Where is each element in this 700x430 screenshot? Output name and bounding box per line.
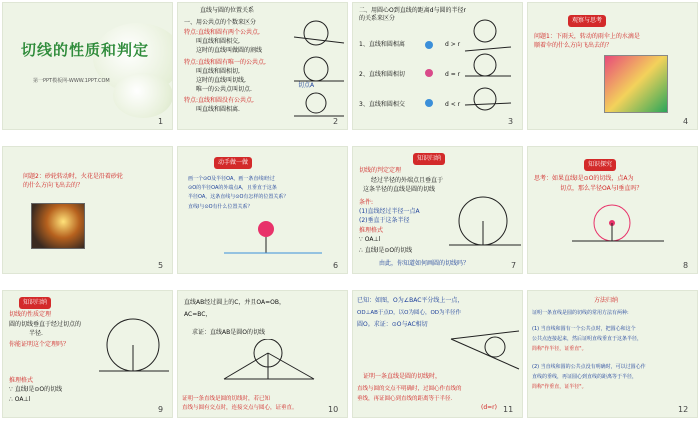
text-line: 简称"作垂直，证半径"。	[532, 384, 587, 390]
slide-title: 切线的性质和判定	[21, 41, 150, 59]
text-line: 直线的垂线，再证圆心到直线的距离等于半径，	[532, 374, 638, 380]
text-line: 推理格式	[359, 227, 384, 234]
tangent-property-diagram	[97, 317, 171, 381]
text-line: 公共点连接起来，然后证明直线垂直于这条半径，	[532, 336, 643, 342]
slide-thumbnail-3[interactable]	[352, 2, 523, 130]
text-line: 特点:直线和圆有唯一的公共点,	[184, 59, 266, 66]
slide-thumbnail-12[interactable]	[527, 290, 698, 418]
text-line: 这条半径的直线是圆的切线	[363, 186, 436, 193]
section-badge: 知识归纳	[19, 297, 51, 309]
text-line: ∴ 直线l是⊙O的切线	[359, 247, 413, 254]
slide-thumbnail-4[interactable]	[527, 2, 698, 130]
slide-number: 10	[328, 405, 339, 414]
section-badge: 观察与思考	[568, 15, 606, 27]
question-text: 问题2：砂轮转动时，火花是沿着砂轮	[23, 173, 123, 180]
text-line: (2) 当直线和圆的公共点没有明确时，可以过圆心作	[532, 364, 646, 370]
text-line: 直线AB经过圆上的C，并且OA=OB，	[184, 299, 285, 306]
text-line: 简称"作半径，证垂直"。	[532, 346, 587, 352]
slide-thumbnail-1[interactable]	[2, 2, 173, 130]
theorem-heading: 切线的判定定理	[359, 167, 402, 174]
text-line: 已知：如图，O为∠BAC平分线上一点，	[357, 297, 464, 304]
text-line: OD⊥AB于点D，以O为圆心，OD为半径作	[357, 310, 462, 316]
text-line: 半径.	[29, 330, 43, 337]
circle-diagram	[290, 17, 346, 117]
section-badge: 知识探究	[584, 159, 616, 171]
text-line: 2、直线和圆相切	[359, 71, 405, 78]
tangent-construction-diagram	[218, 209, 328, 267]
slide-heading: 方法归纳	[594, 297, 619, 304]
slide-heading: 二、用圆心O到直线的距离d与圆的半径r的关系来区分	[359, 7, 466, 22]
text-line: 圆的切线垂直于经过切点的	[9, 321, 82, 328]
text-line: d < r	[445, 101, 461, 108]
text-line: d = r	[445, 71, 461, 78]
text-line: 叫直线和圆相交,	[196, 38, 240, 45]
text-line: 圆O。求证：⊙O与AC相切	[357, 321, 428, 328]
text-line: 证明一条直线是圆的切线的常用方法有两种:	[532, 310, 629, 316]
text-line: 这时的直线叫切线,	[196, 77, 246, 84]
text-line: d > r	[445, 41, 461, 48]
label-tangent-point: 切点A	[298, 82, 315, 89]
slide-number: 9	[158, 405, 164, 414]
text-line: 特点:直线和圆有两个公共点,	[184, 29, 260, 36]
slide-number: 6	[333, 261, 339, 270]
text-line: 特点:直线和圆没有公共点,	[184, 97, 254, 104]
text-line: 经过半径的外端点且垂直于	[371, 177, 444, 184]
text-line: ⊙O的半径OA的外端点A，且垂直于这条	[188, 185, 277, 191]
slide-heading: 直线与圆的位置关系	[200, 7, 255, 14]
angle-bisector-diagram	[449, 329, 521, 371]
question-text: 顺着伞的什么方向飞出去的？	[534, 42, 613, 49]
tangent-question-diagram	[568, 199, 668, 265]
slide-thumbnail-9[interactable]	[2, 290, 173, 418]
text-line: 直线l与⊙O有什么位置关系？	[188, 204, 253, 210]
slide-number: 4	[683, 117, 689, 126]
umbrella-photo	[604, 55, 668, 113]
slide-number: 8	[683, 261, 689, 270]
slide-footer-text: 第一PPT模板网-WWW.1PPT.COM	[33, 78, 110, 84]
text-line: 3、直线和圆相交	[359, 101, 405, 108]
slide-number: 1	[158, 117, 164, 126]
text-line: 思考：如果直线l是⊙O的切线，点A为	[534, 175, 634, 182]
text-line: 证明一条直线是圆的切线时，若已知	[182, 396, 271, 402]
text-line: ∴ OA⊥l	[9, 396, 31, 403]
slide-thumbnail-7[interactable]	[352, 146, 523, 274]
slide-thumbnail-11[interactable]	[352, 290, 523, 418]
theorem-heading: 切线的性质定理	[9, 311, 52, 318]
slide-thumbnail-8[interactable]	[527, 146, 698, 274]
slide-number: 5	[158, 261, 164, 270]
text-line: 直线与圆有交点时，连接交点与圆心，证垂直。	[182, 405, 298, 411]
text-line: ∵ OA⊥l	[359, 236, 381, 243]
text-line: 唯一的公共点叫切点.	[196, 86, 252, 93]
text-line: (1)直线经过半径一点A	[359, 208, 420, 215]
question-text: 问题1：下雨天，转动的雨伞上的水滴是	[534, 33, 640, 40]
text-line: 叫直线和圆相离.	[196, 106, 240, 113]
text-line: 由此，你知道如何画圆的切线吗？	[379, 260, 470, 267]
text-line: 切点，那么半径OA与l垂直吗？	[560, 185, 643, 192]
section-badge: 动手做一做	[214, 157, 252, 169]
question-text: 的什么方向飞出去的？	[23, 182, 84, 189]
slide-thumbnail-6[interactable]	[177, 146, 348, 274]
text-line: 这时的直线叫做圆的割线	[196, 47, 263, 54]
slide-thumbnail-10[interactable]	[177, 290, 348, 418]
slide-number: 7	[511, 261, 517, 270]
text-line: 垂线，再证圆心到直线的距离等于半径.	[357, 396, 453, 402]
section-badge: 知识归纳	[413, 153, 445, 165]
grinding-wheel-photo	[31, 203, 85, 249]
slide-number: 2	[333, 117, 339, 126]
text-line: 求证：直线AB是圆O的切线	[192, 329, 265, 336]
text-line: AC=BC，	[184, 311, 212, 318]
text-line: ∵ 直线l是⊙O的切线	[9, 386, 63, 393]
slide-number: 12	[678, 405, 689, 414]
tangent-theorem-diagram	[445, 195, 523, 257]
text-line: 推理格式	[9, 377, 34, 384]
text-line: 你能证明这个定理吗？	[9, 341, 70, 348]
text-line: 直线与圆的交点不明确时，过圆心作直线的	[357, 386, 462, 392]
lotus-decoration-2	[113, 73, 173, 118]
text-line: 一、用公共点的个数来区分	[184, 19, 257, 26]
slide-thumbnail-2[interactable]	[177, 2, 348, 130]
text-line: 半径OA，这条直线与⊙O有怎样的位置关系？	[188, 194, 289, 200]
slide-thumbnail-5[interactable]	[2, 146, 173, 274]
distance-diagram	[415, 17, 515, 121]
text-line: (d=r)	[481, 404, 497, 411]
text-line: 叫直线和圆相切,	[196, 68, 240, 75]
text-line: 条件:	[359, 199, 374, 206]
text-line: 证明一条直线是圆的切线时，	[363, 373, 442, 380]
slide-number: 3	[508, 117, 514, 126]
text-line: 1、直线和圆相离	[359, 41, 405, 48]
text-line: 画一个⊙O及半径OA，画一条直线l经过	[188, 176, 275, 182]
text-line: (2)垂直于这条半径	[359, 217, 410, 224]
slide-number: 11	[503, 405, 514, 414]
text-line: (1) 当直线和圆有一个公共点时，把圆心和这个	[532, 326, 636, 332]
proof-diagram	[218, 339, 318, 389]
